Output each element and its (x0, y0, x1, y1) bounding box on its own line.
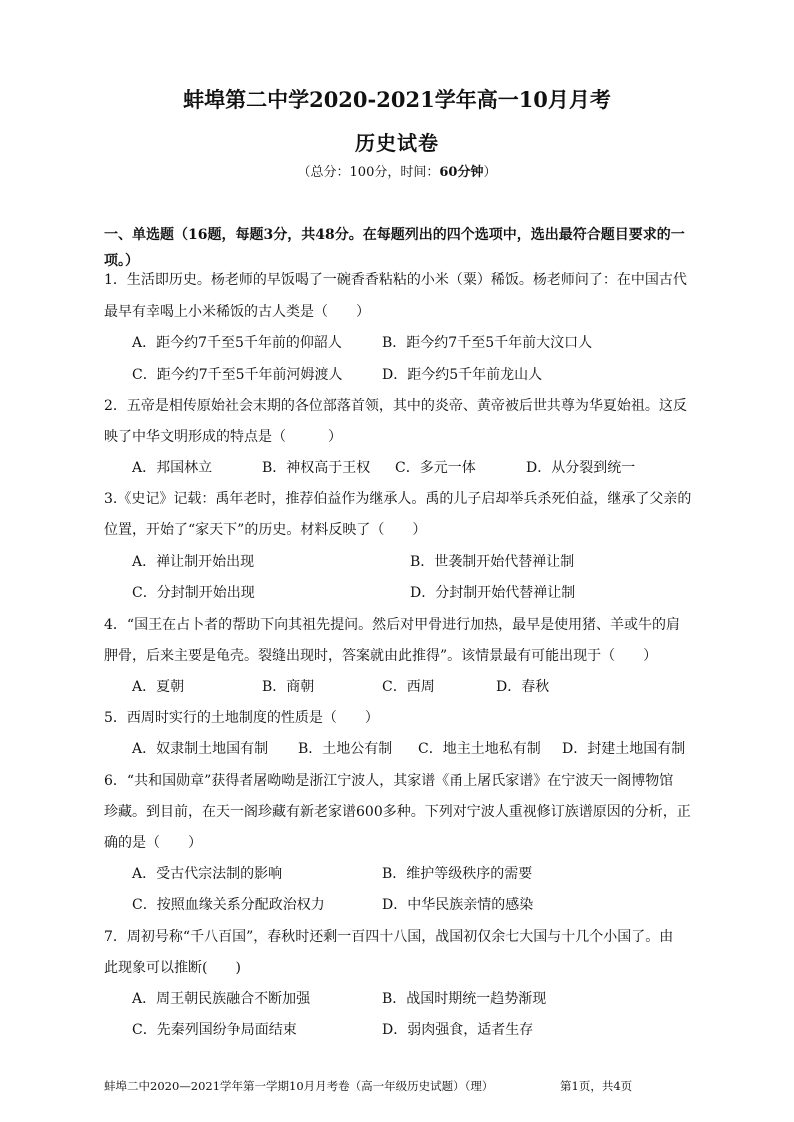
question-7-option-a: A．周王朝民族融合不断加强 (132, 991, 311, 1007)
question-1-option-c: C．距今约7千至5千年前河姆渡人 (132, 367, 343, 383)
question-1-option-b: B．距今约7千至5千年前大汶口人 (382, 335, 593, 351)
question-7-option-d: D．弱肉强食，适者生存 (382, 1022, 534, 1038)
question-1-line-2: 最早有幸喝上小米稀饭的古人类是（ ） (104, 304, 370, 320)
question-6-option-c: C．按照血缘关系分配政治权力 (132, 897, 325, 913)
question-5-option-d: D．封建土地国有制 (562, 741, 686, 757)
question-7-option-c: C．先秦列国纷争局面结束 (132, 1022, 297, 1038)
question-2-option-d: D．从分裂到统一 (526, 460, 636, 476)
question-5-option-b: B．土地公有制 (298, 741, 393, 757)
question-3-line-2: 位置，开始了“家天下”的历史。材料反映了（ ） (104, 522, 427, 538)
question-3-option-a: A．禅让制开始出现 (132, 554, 255, 570)
question-6-option-a: A．受古代宗法制的影响 (132, 866, 283, 882)
question-1-option-a: A．距今约7千至5千年前的仰韶人 (132, 335, 342, 351)
question-3-option-c: C．分封制开始出现 (132, 585, 255, 601)
question-3-option-d: D．分封制开始代替禅让制 (410, 585, 576, 601)
question-7-line-1: 7．周初号称“千八百国”，春秋时还剩一百四十八国，战国初仅余七大国与十几个小国了。由 (104, 929, 674, 945)
exam-info (0, 161, 794, 180)
exam-title: 蚌埠第二中学2020-2021学年高一10月月考 (183, 87, 611, 112)
question-6-line-2: 珍藏。到目前，在天一阁珍藏有新老家谱600多种。下列对宁波人重视修订族谱原因的分析，正 (104, 804, 691, 820)
question-7-option-b: B．战国时期统一趋势渐现 (382, 991, 547, 1007)
question-6-line-3: 确的是（ ） (104, 835, 202, 851)
question-4-line-2: 胛骨，后来主要是龟壳。裂缝出现时，答案就由此推得”。该情景最有可能出现于（ ） (104, 648, 658, 664)
question-5-option-a: A．奴隶制土地国有制 (132, 741, 269, 757)
footer-page-number: 第1页，共4页 (560, 1079, 633, 1093)
question-4-option-d: D．春秋 (496, 679, 550, 695)
exam-info-suffix: ） (483, 165, 497, 180)
question-7-line-2: 此现象可以推断( ) (104, 960, 241, 976)
question-1-option-d: D．距今约5千年前龙山人 (382, 367, 543, 383)
footer-left: 蚌埠二中2020—2021学年第一学期10月月考卷（高一年级历史试题）（理） (104, 1079, 494, 1093)
question-1-line-1: 1．生活即历史。杨老师的早饭喝了一碗香香粘粘的小米（粟）稀饭。杨老师问了：在中国古代 (104, 272, 687, 288)
question-2-option-c: C．多元一体 (395, 460, 476, 476)
question-4-option-a: A．夏朝 (132, 679, 185, 695)
question-2-option-a: A．邦国林立 (132, 460, 213, 476)
question-6-option-d: D．中华民族亲情的感染 (382, 897, 534, 913)
question-2-line-1: 2．五帝是相传原始社会末期的各位部落首领，其中的炎帝、黄帝被后世共尊为华夏始祖。这反 (104, 398, 687, 414)
section-heading (104, 222, 696, 274)
question-4-line-1: 4．“国王在占卜者的帮助下向其祖先提问。然后对甲骨进行加热，最早是使用猪、羊或牛的肩 (104, 617, 681, 633)
question-4-option-b: B．商朝 (262, 679, 315, 695)
section-heading-line-2: 项。） (104, 253, 139, 269)
question-5-option-c: C．地主土地私有制 (418, 741, 541, 757)
question-2-line-2: 映了中华文明形成的特点是（ ） (104, 429, 342, 445)
question-5-line-1: 5．西周时实行的土地制度的性质是（ ） (104, 710, 379, 726)
question-3-line-1: 3.《史记》记载：禹年老时，推荐伯益作为继承人。禹的儿子启却举兵杀死伯益，继承了父亲的 (104, 491, 692, 507)
question-4-option-c: C．西周 (382, 679, 435, 695)
exam-info-prefix: （总分：100分，时间： (297, 165, 440, 180)
question-6-option-b: B．维护等级秩序的需要 (382, 866, 533, 882)
exam-subtitle: 历史试卷 (355, 131, 439, 155)
section-heading-line-1: 一、单选题（16题，每题3分，共48分。在每题列出的四个选项中，选出最符合题目要求的一 (104, 227, 685, 243)
question-3-option-b: B．世袭制开始代替禅让制 (410, 554, 575, 570)
question-6-line-1: 6．“共和国勋章”获得者屠呦呦是浙江宁波人，其家谱《甬上屠氏家谱》在宁波天一阁博物馆 (104, 773, 674, 789)
question-2-option-b: B．神权高于王权 (262, 460, 371, 476)
exam-info-time: 60分钟 (439, 165, 484, 180)
